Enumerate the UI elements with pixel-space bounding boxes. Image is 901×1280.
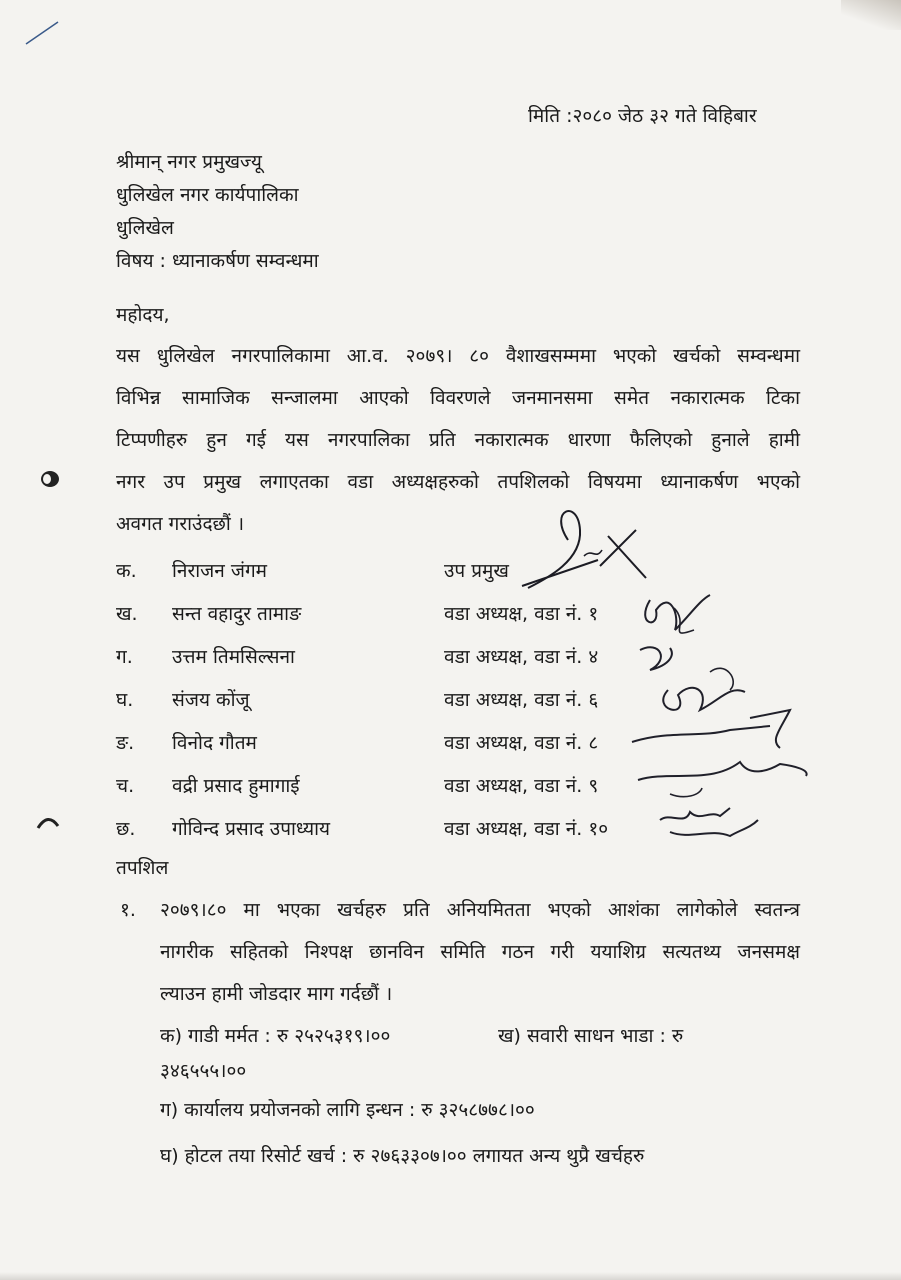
signatory-label: छ.	[116, 818, 136, 840]
item-number: १.	[120, 899, 136, 921]
signatory-name: वद्री प्रसाद हुमागाई	[172, 775, 300, 797]
body-line-5: अवगत गराउंदछौं ।	[116, 513, 245, 535]
signatory-label: च.	[116, 775, 135, 797]
letter-date: मिति :२०८० जेठ ३२ गते विहिबार	[528, 105, 757, 127]
signatory-name: सन्त वहादुर तामाङ	[172, 603, 302, 625]
signatory-role: वडा अध्यक्ष, वडा नं. १	[444, 603, 599, 625]
tapashil-heading: तपशिल	[116, 857, 169, 879]
signatory-label: ग.	[116, 646, 133, 668]
signatory-name: विनोद गौतम	[172, 732, 257, 754]
item1-line-1: २०७९।८० मा भएका खर्चहरु प्रति अनियमितता भएको आशंका लागेकोले स्वतन्त्र	[160, 899, 800, 921]
signatory-label: ङ.	[116, 732, 135, 754]
recipient-line-2: धुलिखेल नगर कार्यपालिका	[116, 184, 299, 206]
signatory-label: घ.	[116, 689, 134, 711]
signatory-label: ख.	[116, 603, 138, 625]
signatory-name: संजय कोंजू	[172, 689, 250, 711]
expense-fuel: ग) कार्यालय प्रयोजनको लागि इन्धन : रु ३२५८७७८।००	[160, 1099, 535, 1121]
salutation: महोदय,	[116, 304, 170, 326]
body-line-2: विभिन्न सामाजिक सन्जालमा आएको विवरणले जनमानसमा समेत नकारात्मक टिका	[116, 387, 800, 409]
expense-hotel: घ) होटल तया रिसोर्ट खर्च : रु २७६३३०७।०० लगायत अन्य थुप्रै खर्चहरु	[160, 1145, 645, 1167]
recipient-line-1: श्रीमान् नगर प्रमुखज्यू	[116, 151, 262, 173]
signatory-name: उत्तम तिमसिल्सना	[172, 646, 295, 668]
signatory-role: वडा अध्यक्ष, वडा नं. १०	[444, 818, 609, 840]
signatory-name: गोविन्द प्रसाद उपाध्याय	[172, 818, 331, 840]
expense-vehicle-rent: ख) सवारी साधन भाडा : रु	[498, 1025, 684, 1047]
punch-hole-icon	[36, 467, 64, 491]
expense-vehicle-repair: क) गाडी मर्मत : रु २५२५३१९।००	[160, 1025, 391, 1047]
signatory-role: वडा अध्यक्ष, वडा नं. ९	[444, 775, 599, 797]
body-line-1: यस धुलिखेल नगरपालिकामा आ.व. २०७९। ८० वैशाखसम्ममा भएको खर्चको सम्वन्धमा	[116, 345, 800, 367]
item1-line-3: ल्याउन हामी जोडदार माग गर्दछौं ।	[160, 983, 393, 1005]
signatory-role: वडा अध्यक्ष, वडा नं. ८	[444, 732, 599, 754]
item1-line-2: नागरीक सहितको निश्पक्ष छानविन समिति गठन गरी ययाशिग्र सत्यतथ्य जनसमक्ष	[160, 941, 800, 963]
punch-hole-icon	[34, 810, 62, 832]
signatory-role: वडा अध्यक्ष, वडा नं. ६	[444, 689, 599, 711]
signatory-role: उप प्रमुख	[444, 560, 509, 582]
signatory-label: क.	[116, 560, 137, 582]
page-bottom-edge	[0, 1272, 901, 1280]
recipient-line-3: धुलिखेल	[116, 217, 174, 239]
pen-mark-icon	[22, 18, 62, 48]
letter-subject: विषय : ध्यानाकर्षण सम्वन्धमा	[116, 250, 319, 272]
signatory-name: निराजन जंगम	[172, 560, 267, 582]
body-line-3: टिप्पणीहरु हुन गई यस नगरपालिका प्रति नकारात्मक धारणा फैलिएको हुनाले हामी	[116, 429, 800, 451]
expense-vehicle-rent-amount: ३४६५५५।००	[160, 1060, 247, 1082]
page-corner-shadow	[841, 0, 901, 30]
signature-ward-chairs	[630, 580, 820, 860]
body-line-4: नगर उप प्रमुख लगाएतका वडा अध्यक्षहरुको तपशिलको विषयमा ध्यानाकर्षण भएको	[116, 471, 800, 493]
signatory-role: वडा अध्यक्ष, वडा नं. ४	[444, 646, 599, 668]
